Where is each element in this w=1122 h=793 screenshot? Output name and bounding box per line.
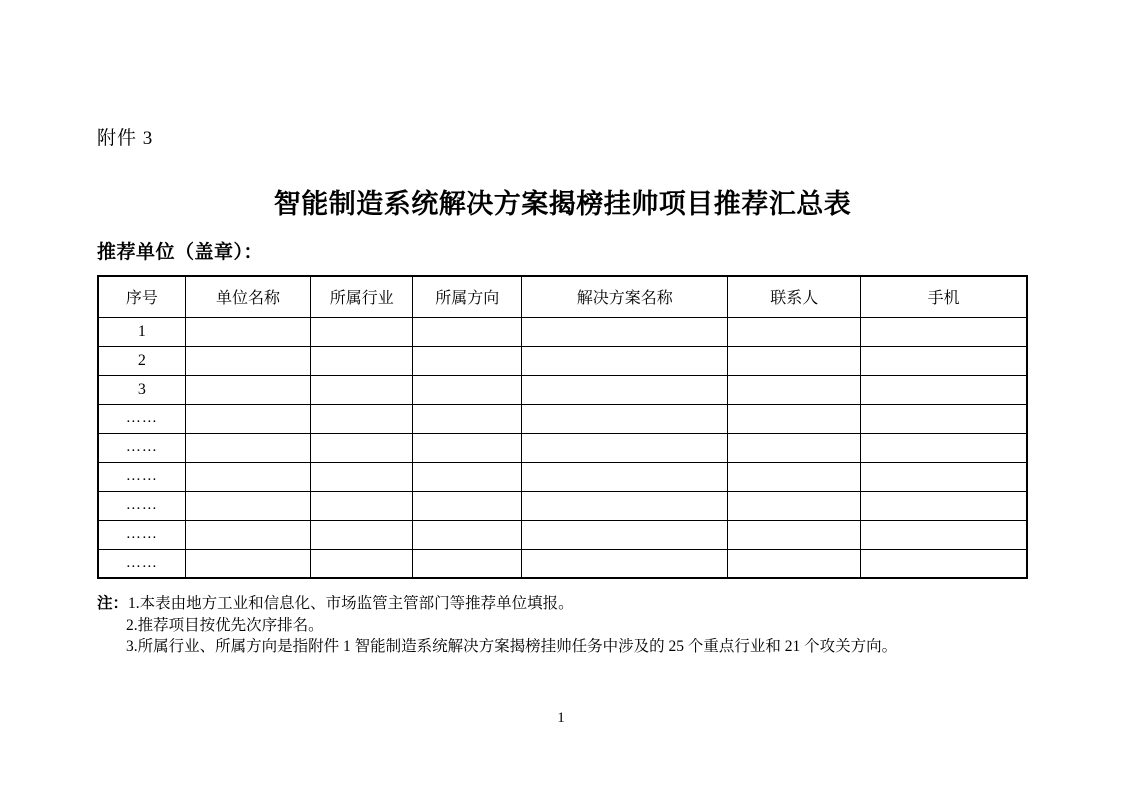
data-cell <box>522 317 728 346</box>
page-title: 智能制造系统解决方案揭榜挂帅项目推荐汇总表 <box>273 189 852 219</box>
data-cell <box>861 433 1027 462</box>
table-row <box>98 520 1027 549</box>
data-cell <box>728 404 861 433</box>
note-line-3 <box>97 636 1017 658</box>
data-cell <box>522 346 728 375</box>
table-row <box>98 462 1027 491</box>
note-line-2 <box>97 615 1017 637</box>
data-cell <box>522 549 728 578</box>
data-cell <box>861 317 1027 346</box>
data-cell <box>728 375 861 404</box>
seq-cell: 2 <box>98 346 185 375</box>
table-row <box>98 375 1027 404</box>
data-cell <box>728 433 861 462</box>
data-cell <box>185 375 310 404</box>
data-cell <box>185 520 310 549</box>
data-cell <box>311 346 413 375</box>
note-item-3: 3.所属行业、所属方向是指附件 1 智能制造系统解决方案揭榜挂帅任务中涉及的 25 个重点行业和 21 个攻关方向。 <box>126 638 898 655</box>
seq-cell: …… <box>98 404 185 433</box>
data-cell <box>185 491 310 520</box>
table-row <box>98 491 1027 520</box>
seq-cell: …… <box>98 549 185 578</box>
data-cell <box>311 433 413 462</box>
data-cell <box>522 433 728 462</box>
data-cell <box>861 375 1027 404</box>
note-item-1: 1.本表由地方工业和信息化、市场监管主管部门等推荐单位填报。 <box>128 595 574 612</box>
summary-table <box>97 275 1028 579</box>
data-cell <box>728 317 861 346</box>
table-row <box>98 317 1027 346</box>
data-cell <box>185 549 310 578</box>
note-line-1 <box>97 593 1017 615</box>
data-cell <box>861 346 1027 375</box>
table-row <box>98 346 1027 375</box>
column-header: 联系人 <box>728 276 861 317</box>
data-cell <box>185 433 310 462</box>
data-cell <box>728 549 861 578</box>
data-cell <box>413 404 522 433</box>
data-cell <box>311 375 413 404</box>
data-cell <box>861 520 1027 549</box>
notes <box>97 593 1017 658</box>
seq-cell: …… <box>98 433 185 462</box>
data-cell <box>413 433 522 462</box>
seq-cell: 3 <box>98 375 185 404</box>
data-cell <box>728 491 861 520</box>
seq-cell: …… <box>98 462 185 491</box>
data-cell <box>413 491 522 520</box>
seq-cell: 1 <box>98 317 185 346</box>
column-header: 所属方向 <box>413 276 522 317</box>
data-cell <box>413 346 522 375</box>
seq-cell: …… <box>98 491 185 520</box>
recommender-seal-label: 推荐单位（盖章）： <box>97 242 264 263</box>
data-cell <box>185 462 310 491</box>
data-cell <box>861 491 1027 520</box>
table-row <box>98 404 1027 433</box>
column-header: 序号 <box>98 276 185 317</box>
data-cell <box>522 520 728 549</box>
data-cell <box>522 491 728 520</box>
data-cell <box>861 404 1027 433</box>
page-number: 1 <box>557 710 565 726</box>
note-item-2: 2.推荐项目按优先次序排名。 <box>126 616 324 634</box>
column-header: 单位名称 <box>185 276 310 317</box>
data-cell <box>311 549 413 578</box>
table-header-row <box>98 276 1027 317</box>
column-header: 手机 <box>861 276 1027 317</box>
data-cell <box>311 491 413 520</box>
attachment-label: 附件 3 <box>97 128 154 149</box>
data-cell <box>311 317 413 346</box>
data-cell <box>311 520 413 549</box>
data-cell <box>185 346 310 375</box>
column-header: 所属行业 <box>311 276 413 317</box>
data-cell <box>522 404 728 433</box>
data-cell <box>413 520 522 549</box>
column-header: 解决方案名称 <box>522 276 728 317</box>
data-cell <box>861 462 1027 491</box>
data-cell <box>311 462 413 491</box>
data-cell <box>728 346 861 375</box>
data-cell <box>413 317 522 346</box>
seq-cell: …… <box>98 520 185 549</box>
data-cell <box>413 549 522 578</box>
data-cell <box>413 375 522 404</box>
data-cell <box>728 520 861 549</box>
data-cell <box>861 549 1027 578</box>
table-row <box>98 433 1027 462</box>
table-row <box>98 549 1027 578</box>
data-cell <box>522 462 728 491</box>
data-cell <box>311 404 413 433</box>
data-cell <box>413 462 522 491</box>
data-cell <box>185 317 310 346</box>
data-cell <box>728 462 861 491</box>
data-cell <box>522 375 728 404</box>
notes-label: 注： <box>97 595 129 612</box>
data-cell <box>185 404 310 433</box>
